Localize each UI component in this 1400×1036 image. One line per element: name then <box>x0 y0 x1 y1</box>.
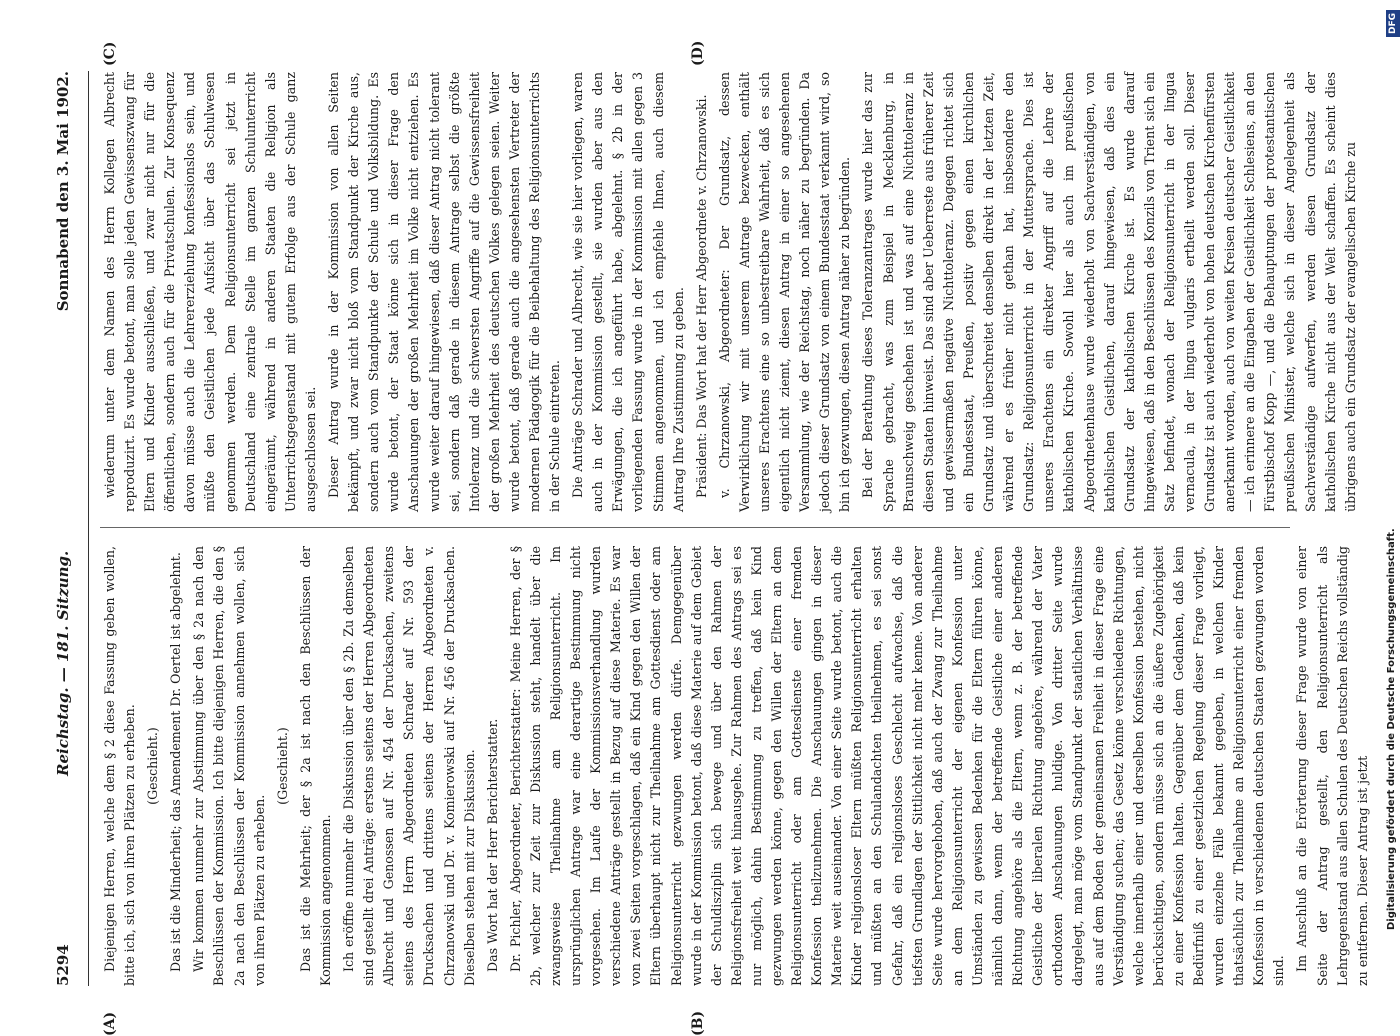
session-date: Sonnabend den 3. Mai 1902. <box>54 71 72 312</box>
funding-note: Digitalisierung gefördert durch die Deutsche Forschungsgemeinschaft. <box>1386 528 1397 930</box>
speaker-line: Präsident: Das Wort hat der Herr Abgeordnete v. Chrzanowski. <box>693 94 709 498</box>
page-number: 5294 <box>54 944 72 986</box>
left-column <box>100 546 1370 986</box>
dfg-logo: DFG <box>1386 10 1400 37</box>
speech-paragraph: v. Chrzanowski, Abgeordneter: Der Grundsatz, dessen Verwirklichung wir mit unserem Antrage bezwecken, enthält unseres Erachtens eine so unbestreitbare Wahrheit, daß es sich eigentlich nicht ziemt, diesen Antrag in einer so angesehenen Versammlung, wie der Reichstag, noch näher zu begründen. Da jedoch dieser Grundsatz von einem Bundesstaat verkannt wird, so bin ich gezwungen, diesen Antrag näher zu begründen. <box>716 72 853 512</box>
paragraph: Ich eröffne nunmehr die Diskussion über den § 2b. Zu demselben sind gestellt drei Anträge: erstens seitens der Herren Abgeordneten Albrecht und Genossen auf Nr. 454 der Drucksachen, zweitens seitens des Herrn Abgeordneten Schrader auf Nr. 593 der Drucksachen und drittens seitens der Herren Abgeordneten v. Chrzanowski und Dr. v. Komierowski auf Nr. 456 der Drucksachen. Dieselben stehen mit zur Diskussion. <box>341 546 477 986</box>
paragraph: wiederum unter dem Namen des Herrn Kollegen Albrecht reproduzirt. Es wurde betont, man solle jeden Gewissenszwang für Eltern und Kinder ausschließen, und zwar nicht nur für die öffentlichen, sondern auch für die Privatschulen. Zur Konsequenz davon müsse auch die Lehrererziehung konfessionslos sein, und müßte den Geistlichen jede Aufsicht über das Schulwesen genommen werden. Dem Religionsunterricht sei jetzt in Deutschland eine zentrale Stelle im ganzen Schulunterricht eingeräumt, während in anderen Staaten die Religion als Unterrichtsgegenstand mit gutem Erfolge aus der Schule ganz ausgeschlossen sei. <box>102 72 318 512</box>
paragraph: Das ist die Minderheit; das Amendement Dr. Oertel ist abgelehnt. <box>168 552 184 972</box>
running-header <box>54 71 88 986</box>
margin-marker-a: (A) <box>102 1011 118 1036</box>
margin-marker-c: (C) <box>102 41 118 66</box>
margin-marker-d: (D) <box>690 40 706 66</box>
stage-direction: (Geschieht.) <box>274 727 290 805</box>
stage-direction: (Geschieht.) <box>145 727 161 805</box>
right-column <box>100 72 1358 512</box>
paragraph: Die Anträge Schrader und Albrecht, wie sie hier vorliegen, waren auch in der Kommission gestellt, sie wurden aber aus den Erwägungen, die ich angeführt habe, abgelehnt. § 2b in der vorliegenden Fassung wurde in der Kommission mit allen gegen 3 Stimmen angenommen, und ich empfehle Ihnen, auch diesem Antrag Ihre Zustimmung zu geben. <box>570 72 686 512</box>
header-rule <box>88 71 89 986</box>
page-title: Reichstag. — 181. Sitzung. <box>54 550 72 776</box>
speech-paragraph: Dr. Pichler, Abgeordneter, Berichterstatter: Meine Herren, der § 2b, welcher zur Zeit zur Diskussion steht, handelt über die zwangsweise Theilnahme am Religionsunterricht. Im ursprünglichen Antrage war eine derartige Bestimmung nicht vorgesehen. Im Laufe der Kommissionsverhandlung wurden verschiedene Anträge gestellt in Bezug auf diese Materie. Es war von zwei Seiten vorgeschlagen, daß ein Kind gegen den Willen der Eltern überhaupt nicht zur Theilnahme am Gottesdienst oder am Religionsunterricht gezwungen werden dürfe. Demgegenüber wurde in der Kommission betont, daß diese Materie auf dem Gebiet der Schuldisziplin sich bewege und über den Rahmen der Religionsfreiheit weit hinausgehe. Zur Rahmen des Antrags sei es nur möglich, dahin Bestimmung zu treffen, daß kein Kind gezwungen werden könne, gegen den Willen der Eltern an dem Religionsunterricht oder am Gottesdienste einer fremden Konfession theilzunehmen. Die Anschauungen gingen in dieser Materie weit auseinander. Von einer Seite wurde betont, auch die Kinder religionsloser Eltern müßten Religionsunterricht erhalten und müßten an den Schulandachten theilnehmen, es sei sonst Gefahr, daß ein religionsloses Geschlecht aufwachse, daß die tiefsten Grundlagen der Sittlichkeit nicht mehr kenne. Von anderer Seite wurde hervorgehoben, daß auch der Zwang zur Theilnahme an dem Religionsunterricht der eigenen Konfession unter Umständen zu gewissen Bedenken für die Eltern führen könne, nämlich dann, wenn der betreffende Geistliche einer anderen Richtung angehöre als die Eltern, wenn z. B. der betreffende Geistliche der liberalen Richtung angehöre, während der Vater orthodoxen Anschauungen huldige. Von dritter Seite wurde dargelegt, man möge vom Standpunkt der staatlichen Verhältnisse aus auf dem Boden der gemeinsamen Freiheit in dieser Frage eine Verständigung suchen; das Gesetz könne verschiedene Richtungen, welche innerhalb einer und derselben Konfession bestehen, nicht berücksichtigen, sondern müsse sich an die äußere Zugehörigkeit zu einer Konfession halten. Gegenüber dem Gedanken, daß kein Bedürfniß zu einer gesetzlichen Regelung dieser Frage vorliegt, wurden einzelne Fälle bekannt gegeben, in welchen Kinder thatsächlich zur Theilnahme an Religionsunterricht einer fremden Konfession in verschiedenen deutschen Staaten gezwungen worden sind. <box>507 546 1287 986</box>
paragraph: Wir kommen nunmehr zur Abstimmung über den § 2a nach den Beschlüssen der Kommission. Ich bitte diejenigen Herren, die den § 2a nach den Beschlüssen der Kommission annehmen wollen, sich von ihren Plätzen zu erheben. <box>191 546 267 986</box>
rotated-page <box>50 40 1370 1036</box>
margin-marker-b: (B) <box>690 1010 706 1036</box>
paragraph: Das Wort hat der Herr Berichterstatter. <box>484 718 500 972</box>
side-note <box>1386 0 1400 1000</box>
paragraph: Das ist die Mehrheit; der § 2a ist nach den Beschlüssen der Kommission angenommen. <box>297 546 333 986</box>
paragraph: Bei der Berathung dieses Toleranzantrages wurde hier das zur Sprache gebracht, was zum Beispiel in Mecklenburg, in Braunschweig geschehen ist und was auf eine Nichttoleranz in diesen Staaten hinweist. Das sind aber Ueberreste aus früherer Zeit und gewissermaßen negative Nichttoleranz. Dagegen richtet sich ein Bundesstaat, Preußen, positiv gegen einen kirchlichen Grundsatz und überschreitet denselben direkt in der letzten Zeit, während er es früher nicht gethan hat, insbesondere den Grundsatz: Religionsunterricht in der Muttersprache. Dies ist unseres Erachtens ein direkter Angriff auf die Lehre der katholischen Kirche. Sowohl hier als auch im preußischen Abgeordnetenhause wurde wiederholt von Sachverständigen, von katholischen Geistlichen, darauf hingewiesen, daß dies ein Grundsatz der katholischen Kirche ist. Es wurde darauf hingewiesen, daß in den Beschlüssen des Konzils von Trient sich ein Satz befindet, wonach der Religionsunterricht in der lingua vernacula, in der lingua vulgaris ertheilt werden soll. Dieser Grundsatz ist auch wiederholt von hohen deutschen Kirchenfürsten anerkannt worden, auch von weiten Kreisen deutscher Geistlichkeit — ich erinnere an die Eingaben der Geistlichkeit Schlesiens, an den Fürstbischof Kopp —, und die Behauptungen der protestantischen preußischen Minister, welche sich in dieser Angelegenheit als Sachverständige aufwerfen, werden diesen Grundsatz der katholischen Kirche nicht aus der Welt schaffen. Es scheint dies übrigens auch ein Grundsatz der evangelischen Kirche zu <box>860 72 1358 512</box>
column-divider <box>100 527 1290 528</box>
paragraph: Diejenigen Herren, welche dem § 2 diese Fassung geben wollen, bitte ich, sich von ihren Plätzen zu erheben. <box>102 546 138 986</box>
paragraph: Dieser Antrag wurde in der Kommission von allen Seiten bekämpft, und zwar nicht bloß vom Standpunkt der Kirche aus, sondern auch vom Standpunkte der Schule und Volksbildung. Es wurde betont, der Staat könne sich in dieser Frage den Anschauungen der großen Mehrheit im Volke nicht entziehen. Es wurde weiter darauf hingewiesen, daß dieser Antrag nicht tolerant sei, sondern daß gerade in diesem Antrage selbst die größte Intoleranz und die schwersten Angriffe auf die Gewissensfreiheit der großen Mehrheit des deutschen Volkes gelegen seien. Weiter wurde betont, daß gerade auch die angesehensten Vertreter der modernen Pädagogik für die Beibehaltung des Religionsunterrichts in der Schule eintreten. <box>326 72 563 512</box>
paragraph: Im Anschluß an die Erörterung dieser Frage wurde von einer Seite der Antrag gestellt, den Religionsunterricht als Lehrgegenstand aus allen Schulen des Deutschen Reichs vollständig zu entfernen. Dieser Antrag ist jetzt <box>1294 546 1370 986</box>
